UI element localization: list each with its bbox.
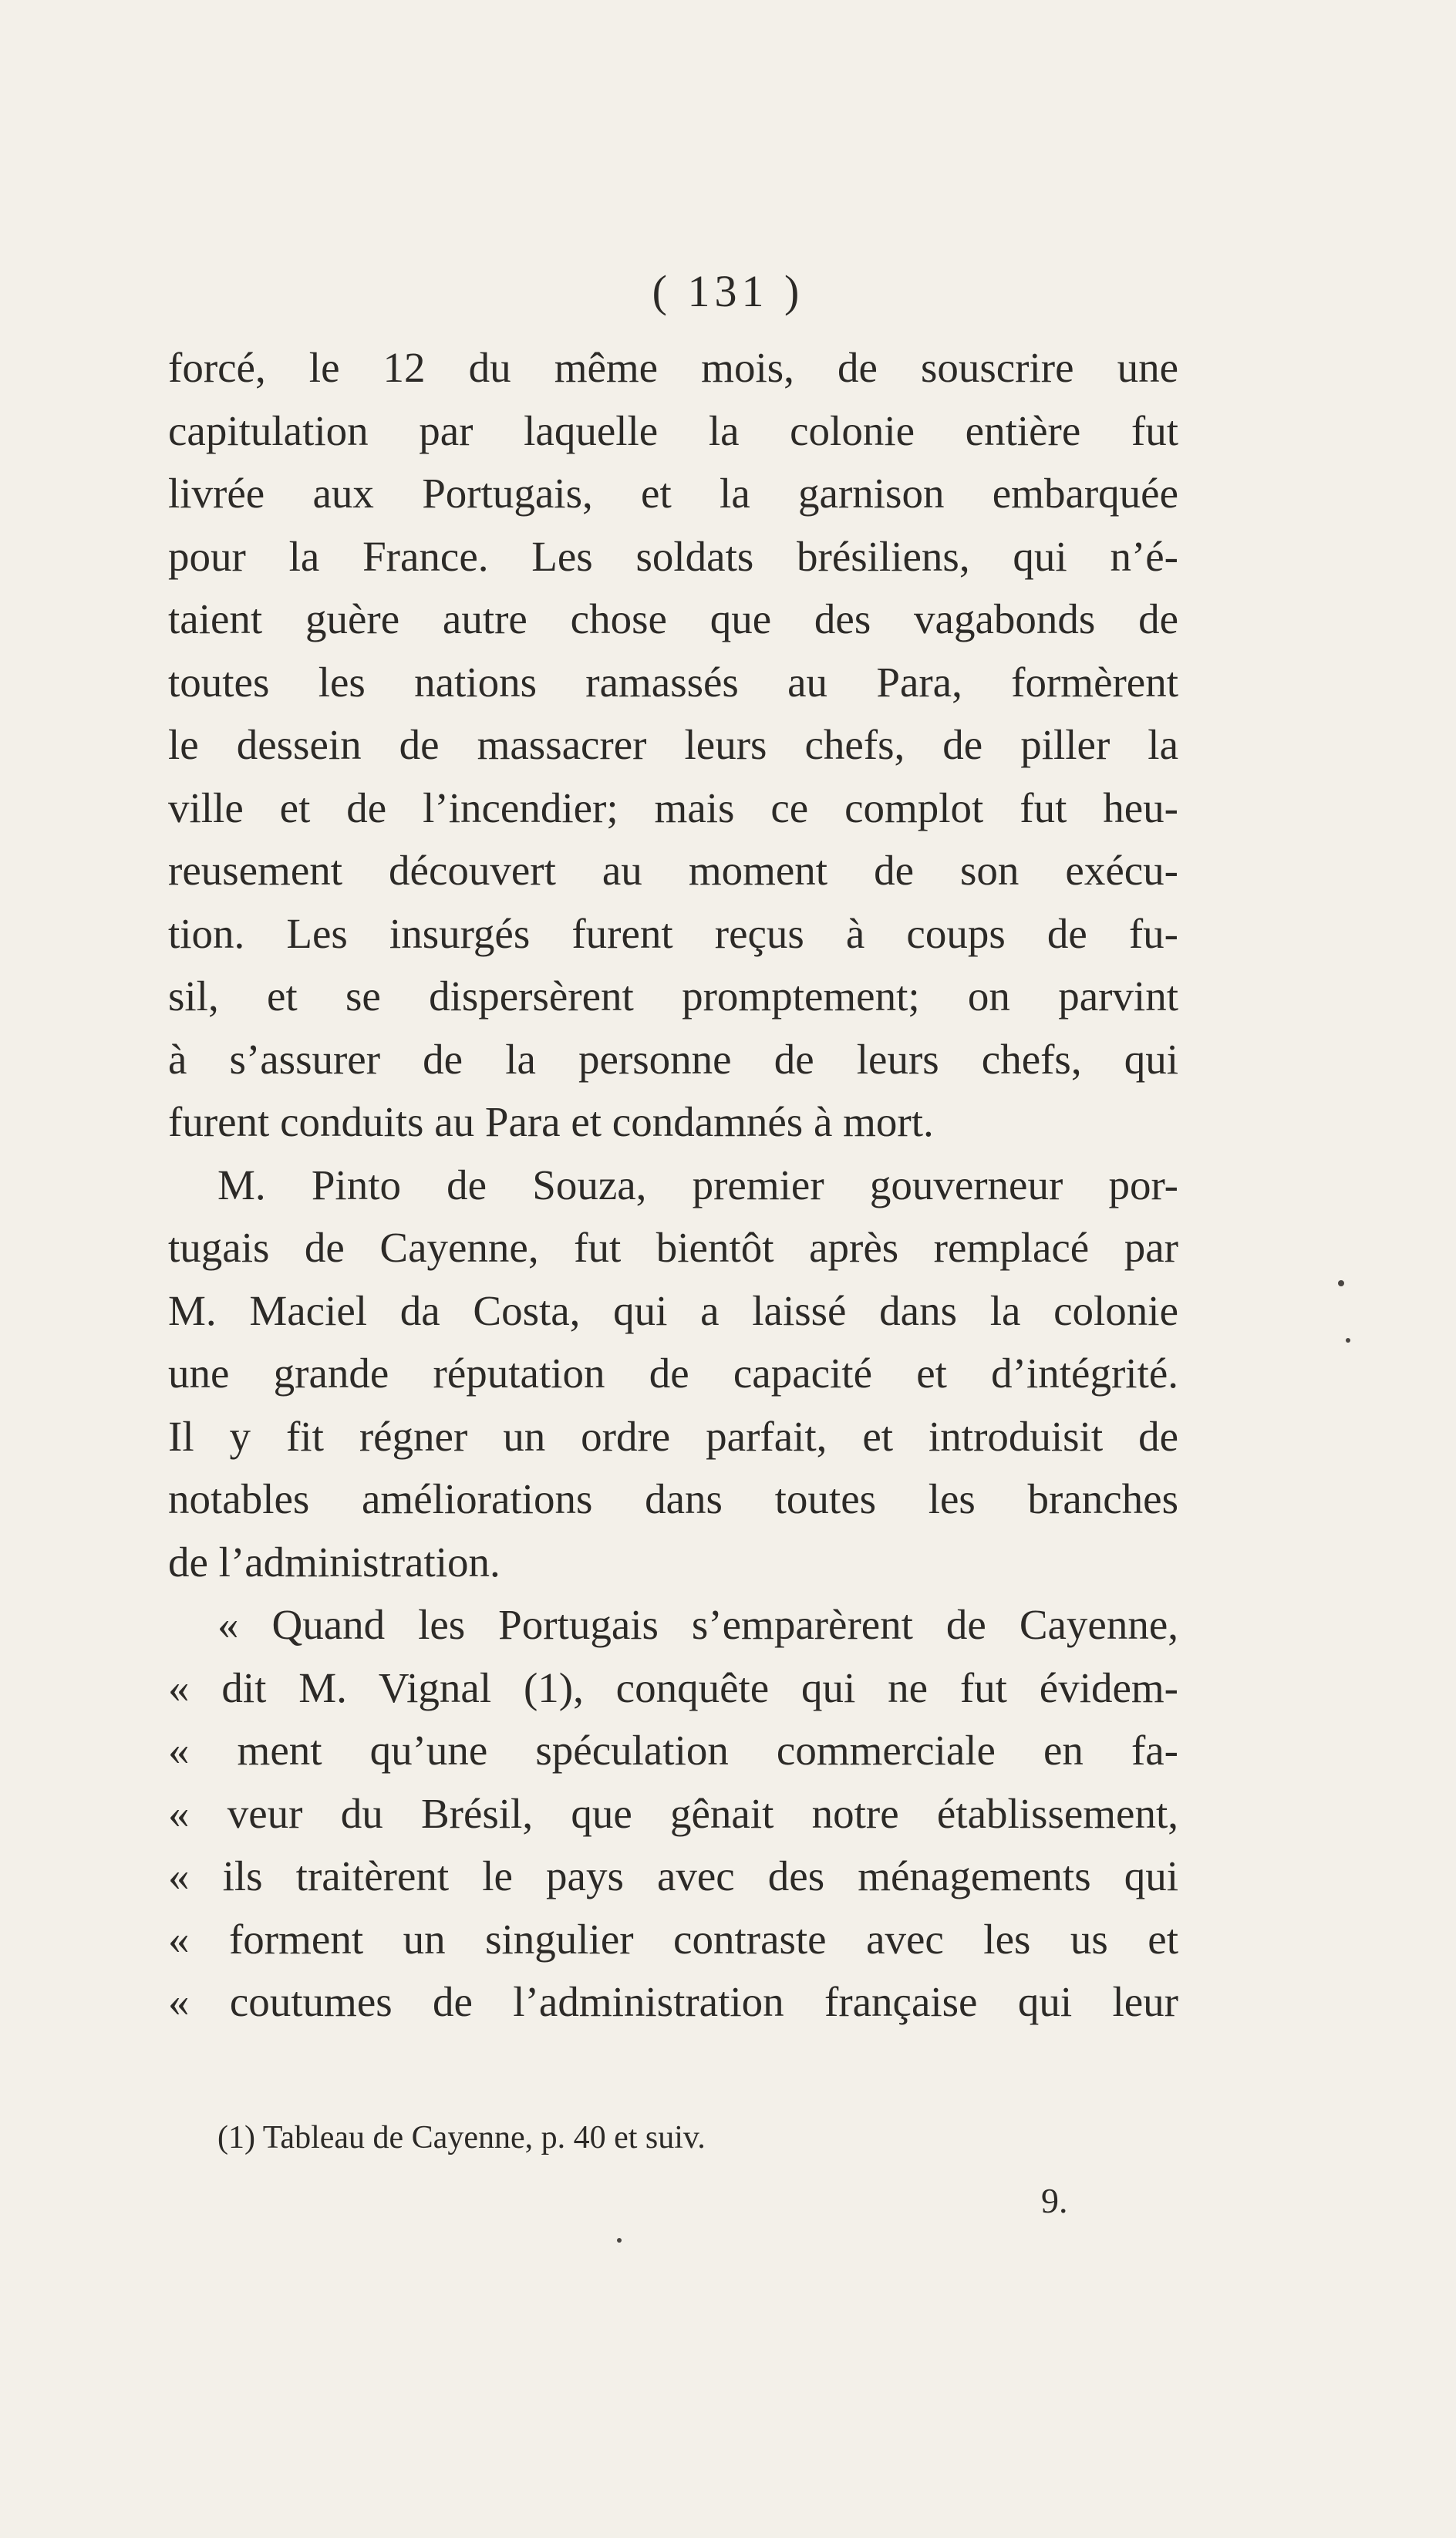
ink-speck bbox=[1338, 1280, 1344, 1286]
text-line: « dit M. Vignal (1), conquête qui ne fut évidem- bbox=[168, 1663, 1178, 1711]
footnote: (1) Tableau de Cayenne, p. 40 et suiv. bbox=[217, 2120, 706, 2155]
text-line: furent conduits au Para et condamnés à mort. bbox=[168, 1098, 934, 1145]
text-line: Il y fit régner un ordre parfait, et introduisit de bbox=[168, 1412, 1178, 1460]
text-line: « ment qu’une spéculation commerciale en fa- bbox=[168, 1727, 1178, 1774]
text-line: de l’administration. bbox=[168, 1538, 501, 1586]
text-line: tion. Les insurgés furent reçus à coups de fu- bbox=[168, 909, 1178, 957]
text-line: taient guère autre chose que des vagabonds de bbox=[168, 595, 1178, 642]
text-line: reusement découvert au moment de son exécu- bbox=[168, 847, 1178, 894]
text-line: ville et de l’incendier; mais ce complot fut heu- bbox=[168, 784, 1178, 831]
text-line: le dessein de massacrer leurs chefs, de piller la bbox=[168, 721, 1178, 768]
text-line: à s’assurer de la personne de leurs chefs, qui bbox=[168, 1035, 1178, 1083]
text-line: sil, et se dispersèrent promptement; on parvint bbox=[168, 972, 1178, 1020]
ink-speck bbox=[1346, 1338, 1350, 1343]
text-line: « coutumes de l’administration française qui leur bbox=[168, 1978, 1178, 2025]
text-line: livrée aux Portugais, et la garnison embarquée bbox=[168, 470, 1178, 517]
text-line: « ils traitèrent le pays avec des ménagements qui bbox=[168, 1852, 1178, 1899]
text-line: « forment un singulier contraste avec les us et bbox=[168, 1915, 1178, 1963]
page-number: ( 131 ) bbox=[652, 266, 804, 316]
text-line: capitulation par laquelle la colonie entière fut bbox=[168, 406, 1178, 454]
text-line: toutes les nations ramassés au Para, formèrent bbox=[168, 658, 1178, 706]
ink-speck bbox=[617, 2238, 622, 2243]
text-line: tugais de Cayenne, fut bientôt après remplacé par bbox=[168, 1224, 1178, 1271]
text-line: pour la France. Les soldats brésiliens, qui n’é- bbox=[168, 532, 1178, 580]
text-line: M. Maciel da Costa, qui a laissé dans la colonie bbox=[168, 1286, 1178, 1334]
text-line: M. Pinto de Souza, premier gouverneur por- bbox=[217, 1161, 1178, 1208]
text-line: « Quand les Portugais s’emparèrent de Cayenne, bbox=[217, 1601, 1178, 1648]
text-line: notables améliorations dans toutes les branches bbox=[168, 1475, 1178, 1522]
text-line: forcé, le 12 du même mois, de souscrire une bbox=[168, 344, 1178, 391]
main-text bbox=[168, 336, 1178, 2034]
text-line: « veur du Brésil, que gênait notre établissement, bbox=[168, 1789, 1178, 1837]
text-line: une grande réputation de capacité et d’intégrité. bbox=[168, 1350, 1178, 1397]
signature-mark: 9. bbox=[1041, 2181, 1068, 2220]
